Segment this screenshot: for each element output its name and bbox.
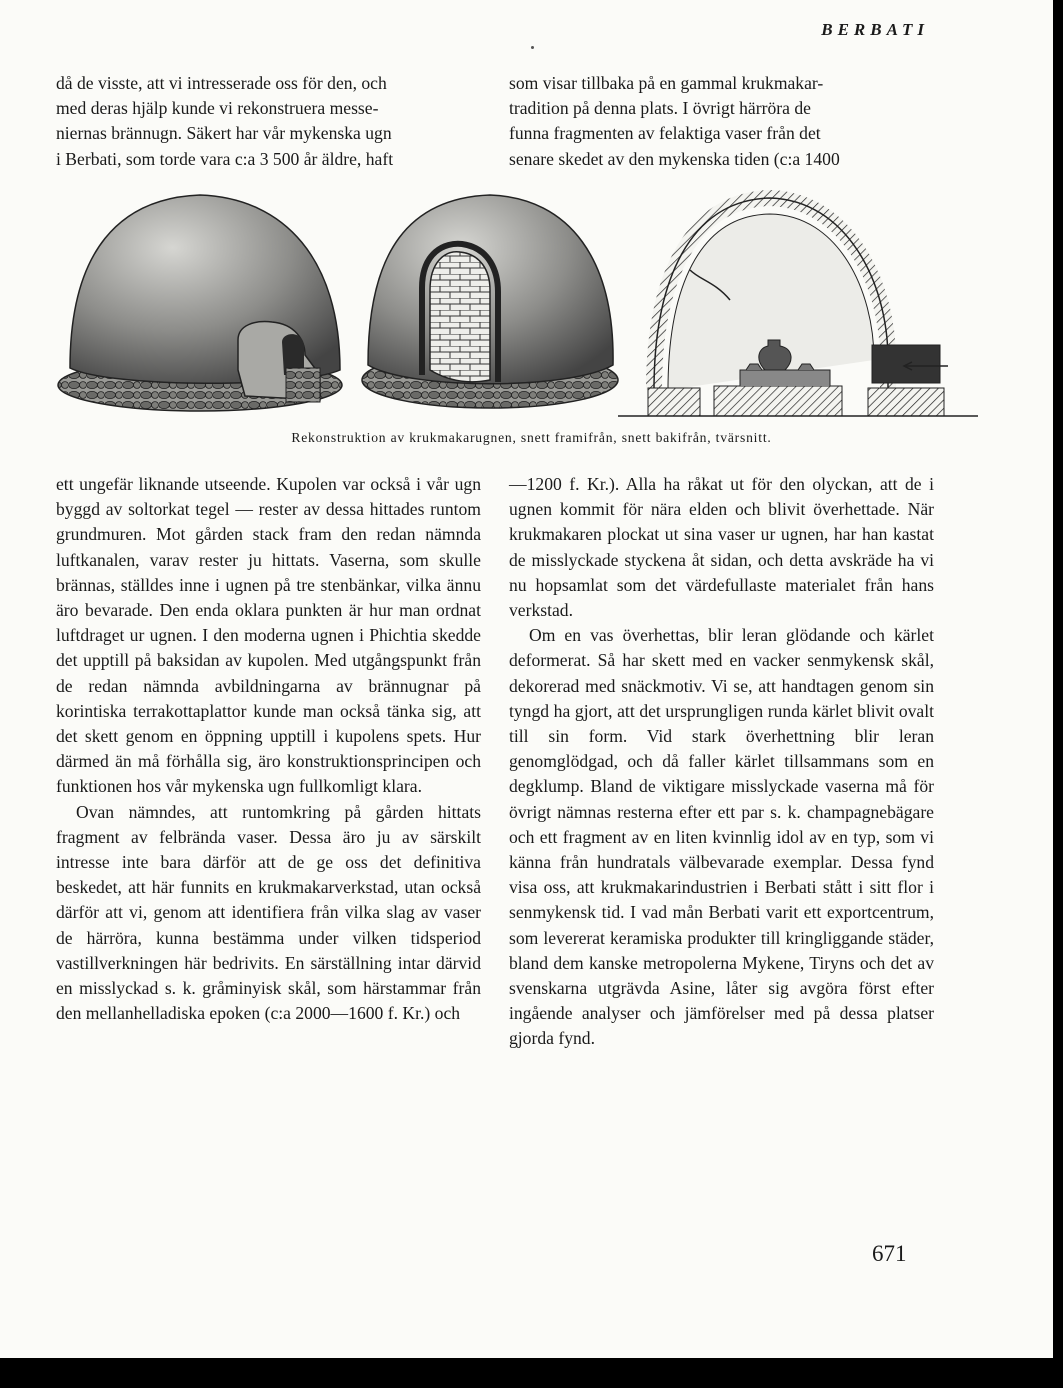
kiln-front-view: [58, 195, 342, 411]
line: senare skedet av den mykenska tiden (c:a 1400: [509, 148, 840, 169]
paragraph: ett ungefär liknande utseende. Kupolen var också i vår ugn byggd av soltorkat tegel — rester av dessa hittades runtom grundmuren. Mot gården stack fram den redan nämnda luftkanalen, varav rester ju hittats. Vaserna, som skulle brännas, ställdes inne i ugnen på tre stenbänkar, vilka ännu äro bevarade. Den enda oklara punkten är hur man ordnat luftdraget ur ugnen. I den moderna ugnen i Phichtia skedde det upptill på baksidan av kupolen. Med utgångspunkt från de redan nämnda avbildningarna av brännugnar på korintiska terrakottaplattor kunde man också tänka sig, att det skett genom en öppning upptill i kupolens spets. Hur därmed än må förhålla sig, äro konstruktionsprincipen och funktionen hos vår mykenska ugn fullkomligt klara.: [56, 474, 481, 797]
line: då de visste, att vi intresserade oss för den, och: [56, 73, 387, 93]
line: niernas brännugn. Säkert har vår mykenska ugn: [56, 123, 392, 144]
line: med deras hjälp kunde vi rekonstruera messe-: [56, 98, 379, 119]
top-right-column: [509, 71, 934, 172]
kiln-back-view: [362, 195, 618, 408]
kiln-cross-section: [618, 198, 978, 416]
line: funna fragmenten av felaktiga vaser från det: [509, 123, 821, 144]
running-head: BERBATI: [821, 20, 929, 39]
top-left-column: [56, 71, 481, 172]
paragraph: Om en vas överhettas, blir leran glödande och kärlet deformerat. Så har skett med en vacker senmykensk skål, dekorerad med snäckmotiv. Vi se, att handtagen genom sin tyngd ha gjort, att det ursprungligen runda kärlet blivit ovalt till sin form. Vid stark överhettning blir leran genomglödgad, och då faller kärlet tillsammans som en degklump. Bland de viktigare misslyckade vaserna må för övrigt nämnas resterna efter ett par s. k. champagnebägare och ett fragment av en liten kvinnlig idol av en typ, som vi känna från hundratals välbevarade exemplar. Dessa fynd visa oss, att krukmakarindustrien i Berbati stått i sitt flor i senmykensk tid. I vad mån Berbati varit ett exportcentrum, som levererat keramiska produkter till kringliggande städer, bland dem kanske metropolerna Mykene, Tiryns och det av svenskarna utgrävda Asine, låter sig avgöra först efter ingående analyser och jämförelser med på dessa platser gjorda fynd.: [509, 625, 934, 1049]
kiln-reconstruction-figure: [50, 190, 980, 422]
left-column: [56, 472, 481, 1026]
scan-border-bottom: [0, 1358, 1063, 1388]
figure-caption: Rekonstruktion av krukmakarugnen, snett framifrån, snett bakifrån, tvärsnitt.: [291, 430, 772, 445]
line: som visar tillbaka på en gammal krukmakar-: [509, 73, 824, 93]
line: tradition på denna plats. I övrigt härröra de: [509, 98, 811, 119]
right-column: [509, 472, 934, 1052]
print-speck: [531, 46, 534, 49]
page-number: 671: [872, 1241, 907, 1266]
paragraph: —1200 f. Kr.). Alla ha råkat ut för den olyckan, att de i ugnen kommit för nära elden och blivit överhettade. När krukmakaren plockat ut sina vaser ur ugnen, har han kastat de misslyckade styckena åt sidan, och detta avskräde ha vi nu hopsamlat som det värdefullaste materialet från hans verkstad.: [509, 474, 934, 621]
paragraph: Ovan nämndes, att runtomkring på gården hittats fragment av felbrända vaser. Dessa äro ju av särskilt intresse inte bara därför att de ge oss det definitiva beskedet, att här funnits en krukmakarverkstad, utan också därför att vi, genom att identifiera från vilka slag av vaser de härröra, kunna bestämma under vilken tidsperiod vastillverkningen här bedrivits. En särställning intar därvid en misslyckad s. k. gråminyisk skål, som härstammar från den mellanhelladiska epoken (c:a 2000—1600 f. Kr.) och: [56, 801, 481, 1024]
line: i Berbati, som torde vara c:a 3 500 år äldre, haft: [56, 148, 394, 169]
scan-border-right: [1053, 0, 1063, 1388]
